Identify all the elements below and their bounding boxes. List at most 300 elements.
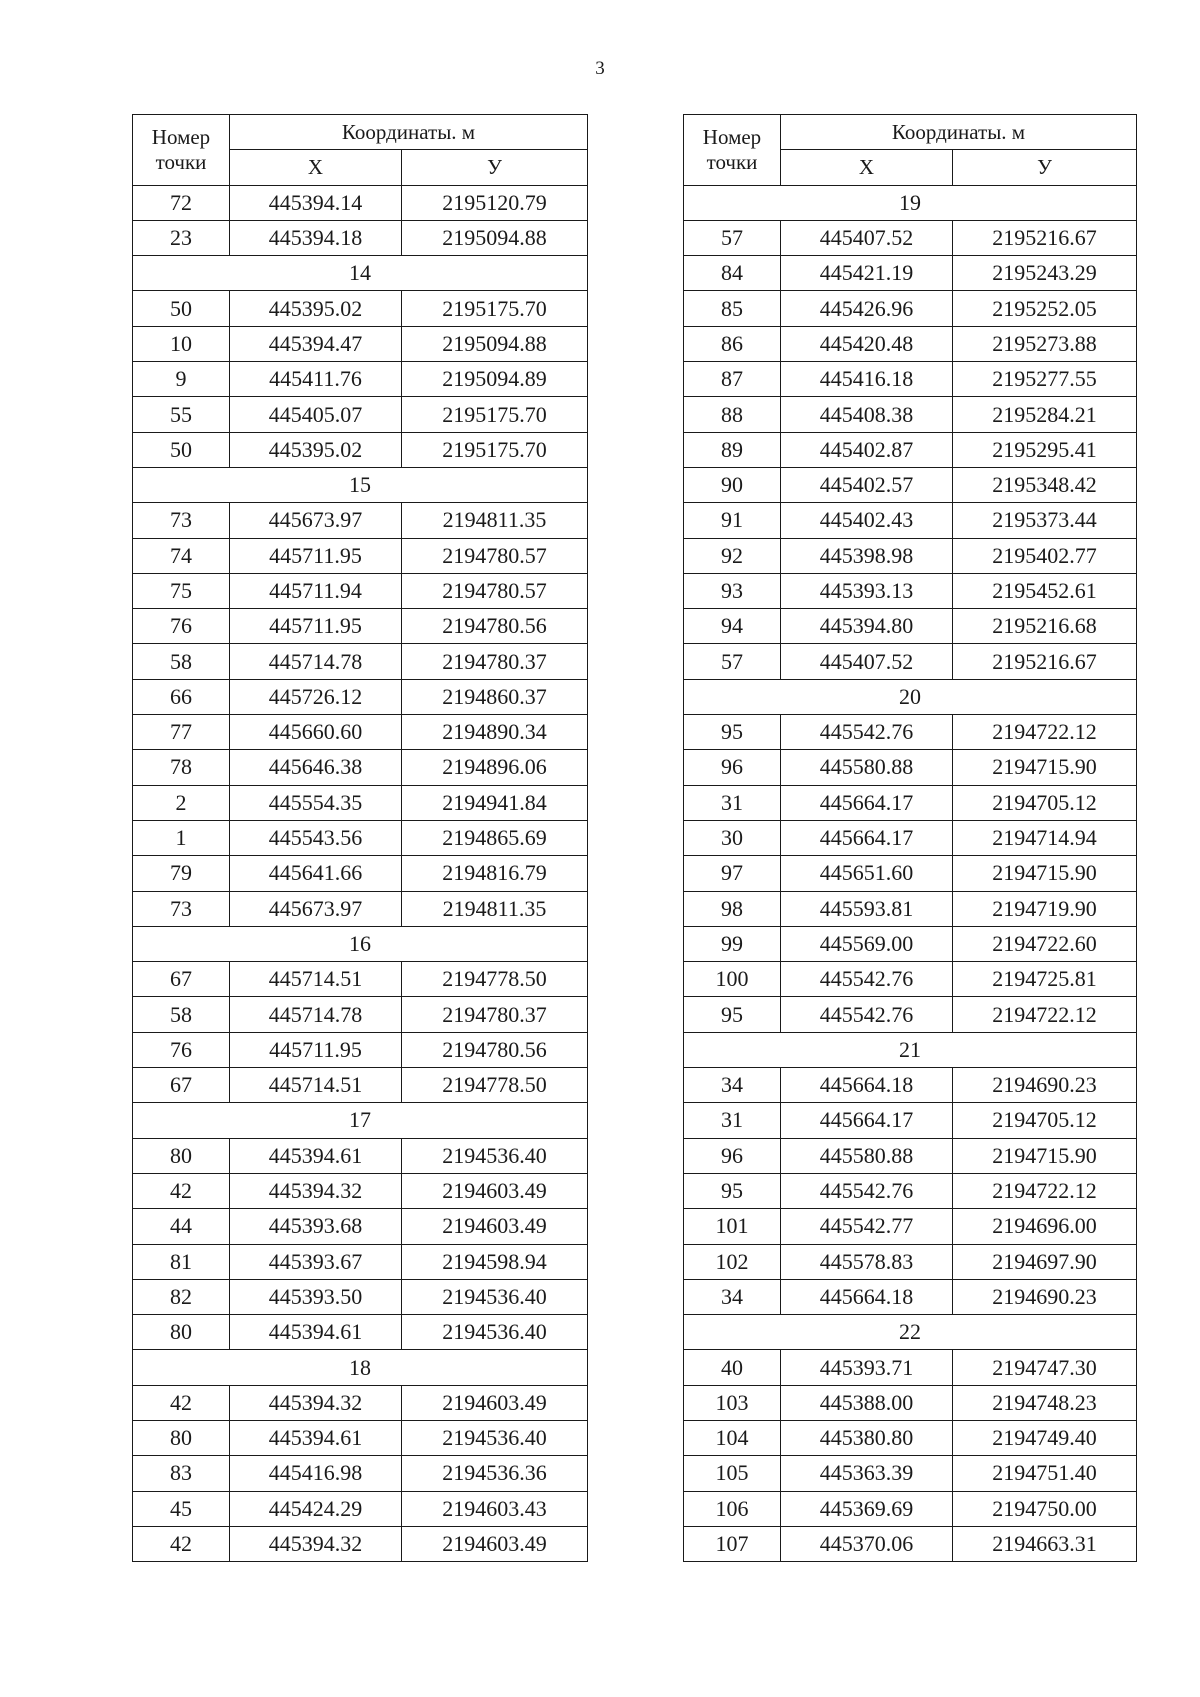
point-number-cell: 2 — [133, 785, 230, 820]
point-number-cell: 45 — [133, 1491, 230, 1526]
y-coordinate-cell: 2194780.37 — [402, 997, 588, 1032]
point-number-cell: 50 — [133, 291, 230, 326]
point-number-cell: 83 — [133, 1456, 230, 1491]
y-coordinate-cell: 2194778.50 — [402, 1068, 588, 1103]
point-number-cell: 73 — [133, 891, 230, 926]
x-coordinate-cell: 445664.17 — [781, 785, 953, 820]
y-coordinate-cell: 2195243.29 — [953, 256, 1137, 291]
point-number-cell: 96 — [684, 1138, 781, 1173]
point-number-cell: 76 — [133, 1032, 230, 1067]
x-coordinate-cell: 445393.13 — [781, 573, 953, 608]
x-coordinate-cell: 445402.87 — [781, 432, 953, 467]
point-number-cell: 66 — [133, 679, 230, 714]
table-body-left — [133, 185, 588, 1562]
y-coordinate-cell: 2194750.00 — [953, 1491, 1137, 1526]
y-coordinate-cell: 2194603.49 — [402, 1385, 588, 1420]
x-coordinate-cell: 445411.76 — [230, 362, 402, 397]
x-coordinate-cell: 445408.38 — [781, 397, 953, 432]
section-row — [684, 1315, 1137, 1350]
header-y: У — [953, 150, 1137, 185]
point-number-cell: 80 — [133, 1420, 230, 1455]
y-coordinate-cell: 2195452.61 — [953, 573, 1137, 608]
y-coordinate-cell: 2195094.88 — [402, 326, 588, 361]
y-coordinate-cell: 2194690.23 — [953, 1279, 1137, 1314]
y-coordinate-cell: 2194811.35 — [402, 891, 588, 926]
table-row — [684, 785, 1137, 820]
x-coordinate-cell: 445426.96 — [781, 291, 953, 326]
x-coordinate-cell: 445402.57 — [781, 467, 953, 502]
point-number-cell: 30 — [684, 820, 781, 855]
x-coordinate-cell: 445578.83 — [781, 1244, 953, 1279]
point-number-cell: 90 — [684, 467, 781, 502]
point-number-cell: 96 — [684, 750, 781, 785]
table-row — [684, 573, 1137, 608]
y-coordinate-cell: 2194603.49 — [402, 1526, 588, 1561]
y-coordinate-cell: 2194748.23 — [953, 1385, 1137, 1420]
table-row — [133, 856, 588, 891]
table-row — [133, 503, 588, 538]
table-body-right — [684, 185, 1137, 1562]
y-coordinate-cell: 2195175.70 — [402, 397, 588, 432]
section-row — [133, 467, 588, 502]
table-row — [684, 820, 1137, 855]
x-coordinate-cell: 445711.94 — [230, 573, 402, 608]
point-number-cell: 58 — [133, 644, 230, 679]
y-coordinate-cell: 2194780.57 — [402, 573, 588, 608]
point-number-cell: 1 — [133, 820, 230, 855]
y-coordinate-cell: 2194751.40 — [953, 1456, 1137, 1491]
point-number-cell: 94 — [684, 609, 781, 644]
y-coordinate-cell: 2194722.12 — [953, 997, 1137, 1032]
y-coordinate-cell: 2195120.79 — [402, 185, 588, 220]
x-coordinate-cell: 445714.78 — [230, 997, 402, 1032]
section-number: 17 — [133, 1103, 588, 1138]
y-coordinate-cell: 2194715.90 — [953, 856, 1137, 891]
x-coordinate-cell: 445711.95 — [230, 538, 402, 573]
point-number-cell: 57 — [684, 644, 781, 679]
point-number-cell: 95 — [684, 997, 781, 1032]
y-coordinate-cell: 2194705.12 — [953, 1103, 1137, 1138]
section-row — [684, 1032, 1137, 1067]
point-number-cell: 31 — [684, 1103, 781, 1138]
y-coordinate-cell: 2194780.57 — [402, 538, 588, 573]
table-row — [684, 926, 1137, 961]
table-row — [684, 538, 1137, 573]
x-coordinate-cell: 445394.32 — [230, 1173, 402, 1208]
x-coordinate-cell: 445416.18 — [781, 362, 953, 397]
x-coordinate-cell: 445664.18 — [781, 1068, 953, 1103]
y-coordinate-cell: 2194865.69 — [402, 820, 588, 855]
table-row — [133, 1315, 588, 1350]
y-coordinate-cell: 2194780.56 — [402, 1032, 588, 1067]
table-row — [133, 1456, 588, 1491]
y-coordinate-cell: 2194536.40 — [402, 1138, 588, 1173]
x-coordinate-cell: 445664.18 — [781, 1279, 953, 1314]
point-number-cell: 106 — [684, 1491, 781, 1526]
x-coordinate-cell: 445714.51 — [230, 1068, 402, 1103]
x-coordinate-cell: 445394.61 — [230, 1138, 402, 1173]
table-row — [133, 538, 588, 573]
table-row — [133, 1491, 588, 1526]
table-row — [133, 1526, 588, 1561]
table-row — [133, 1420, 588, 1455]
x-coordinate-cell: 445593.81 — [781, 891, 953, 926]
y-coordinate-cell: 2194705.12 — [953, 785, 1137, 820]
point-number-cell: 80 — [133, 1315, 230, 1350]
x-coordinate-cell: 445580.88 — [781, 750, 953, 785]
table-row — [133, 891, 588, 926]
point-number-cell: 95 — [684, 715, 781, 750]
table-row — [684, 997, 1137, 1032]
x-coordinate-cell: 445673.97 — [230, 503, 402, 538]
table-row — [684, 891, 1137, 926]
x-coordinate-cell: 445394.47 — [230, 326, 402, 361]
y-coordinate-cell: 2194722.60 — [953, 926, 1137, 961]
x-coordinate-cell: 445394.61 — [230, 1315, 402, 1350]
point-number-cell: 103 — [684, 1385, 781, 1420]
point-number-cell: 42 — [133, 1173, 230, 1208]
x-coordinate-cell: 445370.06 — [781, 1526, 953, 1561]
section-number: 15 — [133, 467, 588, 502]
point-number-cell: 100 — [684, 962, 781, 997]
point-number-cell: 97 — [684, 856, 781, 891]
header-x: X — [230, 150, 402, 185]
y-coordinate-cell: 2195216.67 — [953, 644, 1137, 679]
y-coordinate-cell: 2194722.12 — [953, 715, 1137, 750]
table-row — [133, 185, 588, 220]
table-row — [684, 467, 1137, 502]
x-coordinate-cell: 445393.50 — [230, 1279, 402, 1314]
x-coordinate-cell: 445395.02 — [230, 291, 402, 326]
x-coordinate-cell: 445711.95 — [230, 609, 402, 644]
point-number-cell: 86 — [684, 326, 781, 361]
x-coordinate-cell: 445420.48 — [781, 326, 953, 361]
table-row — [684, 1173, 1137, 1208]
table-row — [133, 1209, 588, 1244]
x-coordinate-cell: 445726.12 — [230, 679, 402, 714]
point-number-cell: 9 — [133, 362, 230, 397]
x-coordinate-cell: 445394.80 — [781, 609, 953, 644]
table-row — [684, 856, 1137, 891]
x-coordinate-cell: 445369.69 — [781, 1491, 953, 1526]
section-number: 19 — [684, 185, 1137, 220]
table-row — [684, 609, 1137, 644]
y-coordinate-cell: 2195348.42 — [953, 467, 1137, 502]
y-coordinate-cell: 2194536.36 — [402, 1456, 588, 1491]
table-row — [133, 1244, 588, 1279]
table-row — [684, 1385, 1137, 1420]
y-coordinate-cell: 2194715.90 — [953, 1138, 1137, 1173]
table-row — [684, 432, 1137, 467]
point-number-cell: 58 — [133, 997, 230, 1032]
point-number-cell: 79 — [133, 856, 230, 891]
table-row — [133, 997, 588, 1032]
x-coordinate-cell: 445651.60 — [781, 856, 953, 891]
table-row — [133, 291, 588, 326]
x-coordinate-cell: 445394.32 — [230, 1526, 402, 1561]
point-number-cell: 88 — [684, 397, 781, 432]
point-number-cell: 93 — [684, 573, 781, 608]
table-row — [684, 1138, 1137, 1173]
point-number-cell: 81 — [133, 1244, 230, 1279]
point-number-cell: 82 — [133, 1279, 230, 1314]
section-number: 14 — [133, 256, 588, 291]
point-number-cell: 10 — [133, 326, 230, 361]
point-number-cell: 95 — [684, 1173, 781, 1208]
x-coordinate-cell: 445664.17 — [781, 1103, 953, 1138]
point-number-cell: 80 — [133, 1138, 230, 1173]
y-coordinate-cell: 2194536.40 — [402, 1279, 588, 1314]
point-number-cell: 105 — [684, 1456, 781, 1491]
y-coordinate-cell: 2195277.55 — [953, 362, 1137, 397]
y-coordinate-cell: 2194696.00 — [953, 1209, 1137, 1244]
x-coordinate-cell: 445394.61 — [230, 1420, 402, 1455]
table-row — [684, 1491, 1137, 1526]
x-coordinate-cell: 445542.76 — [781, 962, 953, 997]
point-number-cell: 101 — [684, 1209, 781, 1244]
section-number: 16 — [133, 926, 588, 961]
y-coordinate-cell: 2194941.84 — [402, 785, 588, 820]
table-row — [133, 715, 588, 750]
table-row — [133, 1032, 588, 1067]
section-row — [684, 679, 1137, 714]
table-row — [133, 432, 588, 467]
table-row — [133, 750, 588, 785]
table-row — [133, 962, 588, 997]
y-coordinate-cell: 2194780.37 — [402, 644, 588, 679]
y-coordinate-cell: 2194536.40 — [402, 1315, 588, 1350]
section-row — [684, 185, 1137, 220]
y-coordinate-cell: 2194816.79 — [402, 856, 588, 891]
table-row — [684, 1244, 1137, 1279]
x-coordinate-cell: 445646.38 — [230, 750, 402, 785]
y-coordinate-cell: 2195216.68 — [953, 609, 1137, 644]
table-row — [684, 326, 1137, 361]
y-coordinate-cell: 2194780.56 — [402, 609, 588, 644]
point-number-cell: 50 — [133, 432, 230, 467]
point-number-cell: 92 — [684, 538, 781, 573]
point-number-cell: 23 — [133, 220, 230, 255]
y-coordinate-cell: 2194719.90 — [953, 891, 1137, 926]
point-number-cell: 42 — [133, 1526, 230, 1561]
coordinates-table-left — [132, 114, 588, 1562]
table-row — [133, 1138, 588, 1173]
point-number-cell: 107 — [684, 1526, 781, 1561]
x-coordinate-cell: 445424.29 — [230, 1491, 402, 1526]
table-row — [133, 326, 588, 361]
y-coordinate-cell: 2194603.43 — [402, 1491, 588, 1526]
point-number-cell: 34 — [684, 1068, 781, 1103]
header-point-number: Номер точки — [684, 115, 781, 186]
y-coordinate-cell: 2194536.40 — [402, 1420, 588, 1455]
header-coordinates: Координаты. м — [230, 115, 588, 150]
point-number-cell: 91 — [684, 503, 781, 538]
table-row — [684, 1456, 1137, 1491]
table-row — [133, 1173, 588, 1208]
table-row — [133, 644, 588, 679]
table-row — [684, 1068, 1137, 1103]
x-coordinate-cell: 445380.80 — [781, 1420, 953, 1455]
point-number-cell: 44 — [133, 1209, 230, 1244]
y-coordinate-cell: 2194603.49 — [402, 1173, 588, 1208]
y-coordinate-cell: 2195295.41 — [953, 432, 1137, 467]
table-row — [133, 1279, 588, 1314]
x-coordinate-cell: 445395.02 — [230, 432, 402, 467]
table-row — [684, 291, 1137, 326]
table-row — [684, 1526, 1137, 1561]
y-coordinate-cell: 2194715.90 — [953, 750, 1137, 785]
header-point-number: Номер точки — [133, 115, 230, 186]
point-number-cell: 77 — [133, 715, 230, 750]
section-row — [133, 926, 588, 961]
y-coordinate-cell: 2194697.90 — [953, 1244, 1137, 1279]
table-row — [133, 1068, 588, 1103]
y-coordinate-cell: 2194714.94 — [953, 820, 1137, 855]
x-coordinate-cell: 445580.88 — [781, 1138, 953, 1173]
table-row — [684, 1279, 1137, 1314]
section-row — [133, 1103, 588, 1138]
x-coordinate-cell: 445554.35 — [230, 785, 402, 820]
point-number-cell: 75 — [133, 573, 230, 608]
table-row — [684, 750, 1137, 785]
table-row — [684, 715, 1137, 750]
x-coordinate-cell: 445398.98 — [781, 538, 953, 573]
table-row — [133, 362, 588, 397]
point-number-cell: 67 — [133, 962, 230, 997]
table-row — [133, 573, 588, 608]
table-row — [684, 1103, 1137, 1138]
x-coordinate-cell: 445394.32 — [230, 1385, 402, 1420]
point-number-cell: 57 — [684, 220, 781, 255]
x-coordinate-cell: 445673.97 — [230, 891, 402, 926]
x-coordinate-cell: 445641.66 — [230, 856, 402, 891]
x-coordinate-cell: 445402.43 — [781, 503, 953, 538]
y-coordinate-cell: 2194747.30 — [953, 1350, 1137, 1385]
y-coordinate-cell: 2194598.94 — [402, 1244, 588, 1279]
y-coordinate-cell: 2194860.37 — [402, 679, 588, 714]
table-row — [133, 220, 588, 255]
x-coordinate-cell: 445714.51 — [230, 962, 402, 997]
y-coordinate-cell: 2194749.40 — [953, 1420, 1137, 1455]
point-number-cell: 78 — [133, 750, 230, 785]
x-coordinate-cell: 445543.56 — [230, 820, 402, 855]
x-coordinate-cell: 445393.68 — [230, 1209, 402, 1244]
table-row — [684, 220, 1137, 255]
x-coordinate-cell: 445407.52 — [781, 220, 953, 255]
x-coordinate-cell: 445416.98 — [230, 1456, 402, 1491]
table-row — [133, 397, 588, 432]
y-coordinate-cell: 2194811.35 — [402, 503, 588, 538]
section-number: 21 — [684, 1032, 1137, 1067]
table-row — [684, 397, 1137, 432]
x-coordinate-cell: 445664.17 — [781, 820, 953, 855]
y-coordinate-cell: 2195175.70 — [402, 291, 588, 326]
y-coordinate-cell: 2195094.88 — [402, 220, 588, 255]
point-number-cell: 55 — [133, 397, 230, 432]
point-number-cell: 87 — [684, 362, 781, 397]
y-coordinate-cell: 2195373.44 — [953, 503, 1137, 538]
point-number-cell: 31 — [684, 785, 781, 820]
point-number-cell: 74 — [133, 538, 230, 573]
y-coordinate-cell: 2194603.49 — [402, 1209, 588, 1244]
x-coordinate-cell: 445542.77 — [781, 1209, 953, 1244]
x-coordinate-cell: 445363.39 — [781, 1456, 953, 1491]
table-row — [133, 679, 588, 714]
y-coordinate-cell: 2195094.89 — [402, 362, 588, 397]
point-number-cell: 34 — [684, 1279, 781, 1314]
header-coordinates: Координаты. м — [781, 115, 1137, 150]
section-row — [133, 256, 588, 291]
section-number: 22 — [684, 1315, 1137, 1350]
y-coordinate-cell: 2194663.31 — [953, 1526, 1137, 1561]
y-coordinate-cell: 2194722.12 — [953, 1173, 1137, 1208]
x-coordinate-cell: 445542.76 — [781, 715, 953, 750]
y-coordinate-cell: 2194725.81 — [953, 962, 1137, 997]
point-number-cell: 104 — [684, 1420, 781, 1455]
x-coordinate-cell: 445407.52 — [781, 644, 953, 679]
point-number-cell: 72 — [133, 185, 230, 220]
x-coordinate-cell: 445394.14 — [230, 185, 402, 220]
header-y: У — [402, 150, 588, 185]
y-coordinate-cell: 2195175.70 — [402, 432, 588, 467]
table-row — [684, 1350, 1137, 1385]
x-coordinate-cell: 445388.00 — [781, 1385, 953, 1420]
y-coordinate-cell: 2194896.06 — [402, 750, 588, 785]
y-coordinate-cell: 2195252.05 — [953, 291, 1137, 326]
x-coordinate-cell: 445542.76 — [781, 1173, 953, 1208]
x-coordinate-cell: 445393.67 — [230, 1244, 402, 1279]
point-number-cell: 76 — [133, 609, 230, 644]
point-number-cell: 84 — [684, 256, 781, 291]
y-coordinate-cell: 2194778.50 — [402, 962, 588, 997]
table-row — [133, 609, 588, 644]
point-number-cell: 40 — [684, 1350, 781, 1385]
x-coordinate-cell: 445393.71 — [781, 1350, 953, 1385]
y-coordinate-cell: 2194890.34 — [402, 715, 588, 750]
point-number-cell: 85 — [684, 291, 781, 326]
section-row — [133, 1350, 588, 1385]
table-row — [684, 362, 1137, 397]
x-coordinate-cell: 445660.60 — [230, 715, 402, 750]
x-coordinate-cell: 445405.07 — [230, 397, 402, 432]
table-row — [684, 962, 1137, 997]
table-row — [684, 256, 1137, 291]
page-number: 3 — [595, 58, 605, 79]
table-row — [133, 785, 588, 820]
point-number-cell: 73 — [133, 503, 230, 538]
table-row — [133, 820, 588, 855]
y-coordinate-cell: 2195216.67 — [953, 220, 1137, 255]
x-coordinate-cell: 445711.95 — [230, 1032, 402, 1067]
x-coordinate-cell: 445569.00 — [781, 926, 953, 961]
point-number-cell: 98 — [684, 891, 781, 926]
point-number-cell: 89 — [684, 432, 781, 467]
x-coordinate-cell: 445714.78 — [230, 644, 402, 679]
section-number: 18 — [133, 1350, 588, 1385]
x-coordinate-cell: 445542.76 — [781, 997, 953, 1032]
table-row — [684, 1420, 1137, 1455]
section-number: 20 — [684, 679, 1137, 714]
point-number-cell: 99 — [684, 926, 781, 961]
x-coordinate-cell: 445394.18 — [230, 220, 402, 255]
point-number-cell: 67 — [133, 1068, 230, 1103]
point-number-cell: 42 — [133, 1385, 230, 1420]
y-coordinate-cell: 2195273.88 — [953, 326, 1137, 361]
table-row — [133, 1385, 588, 1420]
y-coordinate-cell: 2195402.77 — [953, 538, 1137, 573]
x-coordinate-cell: 445421.19 — [781, 256, 953, 291]
y-coordinate-cell: 2195284.21 — [953, 397, 1137, 432]
